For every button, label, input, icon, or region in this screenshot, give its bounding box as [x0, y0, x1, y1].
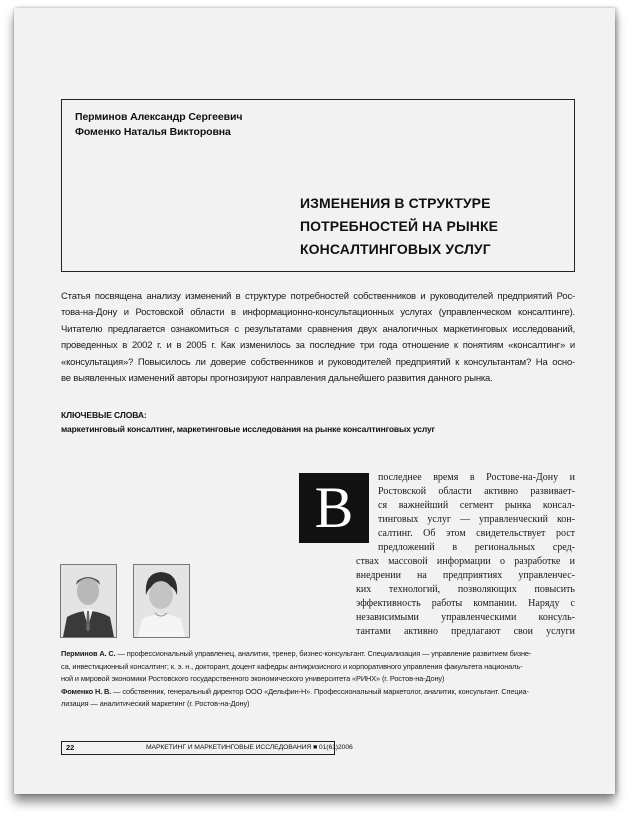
- title-line: КОНСАЛТИНГОВЫХ УСЛУГ: [300, 241, 491, 257]
- body-line: эффективность работы компании. Наряду с: [356, 598, 575, 609]
- bio-line: лизация — аналитический маркетинг (г. Ростов-на-Дону): [61, 699, 250, 709]
- abstract-line: Читателю предлагается ознакомиться с результатами сравнения двух аналогичных маркетинговых исследований,: [61, 323, 575, 335]
- body-line: предложений в региональных сред-: [378, 542, 575, 553]
- title-line: ПОТРЕБНОСТЕЙ НА РЫНКЕ: [300, 218, 499, 234]
- keywords-text: маркетинговый консалтинг, маркетинговые исследования на рынке консалтинговых услуг: [61, 424, 435, 434]
- bio-name: Перминов А. С.: [61, 649, 116, 658]
- author-names: [75, 110, 242, 140]
- author-photo-perminov: [60, 564, 117, 638]
- body-line: Ростовской области активно развивает-: [378, 486, 575, 497]
- body-line: внедрении на предприятиях управленчес-: [356, 570, 575, 581]
- abstract-line: «консультация»? Повысилось ли доверие собственников и руководителей предприятий к консультантам? На осно-: [61, 356, 575, 368]
- body-line: салтинг. Об этом свидетельствует рост: [378, 528, 575, 539]
- abstract-line: Статья посвящена анализу изменений в структуре потребностей собственников и руководителей предприятий Рос-: [61, 291, 575, 302]
- abstract-line: проведенных в 2002 г. и в 2005 г. Как изменилось за последние три года отношение к понятиям «консалтинг» и: [61, 340, 575, 352]
- article-title: [300, 192, 498, 261]
- body-line: тантами активно предлагают свои услуги: [356, 626, 575, 637]
- author-bios: [61, 648, 575, 711]
- bio-line: [61, 686, 575, 699]
- bio-name: Фоменко Н. В.: [61, 686, 112, 696]
- body-line: ся важнейший сегмент рынка консал-: [378, 500, 575, 511]
- body-line: последнее время в Ростове-на-Дону и: [378, 472, 575, 483]
- author-name: Перминов Александр Сергеевич: [75, 111, 243, 123]
- journal-name: МАРКЕТИНГ И МАРКЕТИНГОВЫЕ ИССЛЕДОВАНИЯ ■ 01(61)2006: [146, 744, 353, 751]
- bio-text: — профессиональный управленец, аналитик, тренер, бизнес-консультант. Специализация — управление развитием бизне-: [115, 649, 532, 658]
- journal-page: [14, 8, 615, 794]
- body-line: ствах массовой информации о разработке и: [356, 556, 575, 567]
- abstract-line: ве выявленных изменений авторы прогнозируют направления дальнейшего развития данного рынка.: [61, 373, 493, 385]
- bio-line: [61, 648, 575, 661]
- keywords-heading: КЛЮЧЕВЫЕ СЛОВА:: [61, 410, 147, 420]
- title-line: ИЗМЕНЕНИЯ В СТРУКТУРЕ: [300, 195, 491, 211]
- bio-line: са, инвестиционный консалтинг; к. э. н., докторант, доцент кафедры антикризисного и корпоративного управления факультета националь-: [61, 661, 523, 671]
- body-line: тинговых услуг — управленческий кон-: [378, 514, 575, 525]
- abstract: [61, 289, 575, 387]
- author-photo-fomenko: [133, 564, 190, 638]
- bio-text: — собственник, генеральный директор ООО «Дельфин-Н». Профессиональный маркетолог, аналитик, консультант. Специа-: [111, 686, 529, 696]
- abstract-line: това-на-Дону и Ростовской области в информационно-консультационных услугах (управленческом консалтинге).: [61, 307, 575, 319]
- body-line: ких технологий, позволяющих повысить: [356, 584, 575, 595]
- article-header-box: [61, 99, 575, 272]
- author-name: Фоменко Наталья Викторовна: [75, 126, 231, 138]
- page-footer: [61, 741, 353, 755]
- drop-cap: В: [299, 473, 369, 543]
- page-number: 22: [66, 743, 75, 752]
- bio-line: ной и мировой экономики Ростовского государственного экономического университета «РИНХ» (г. Ростов-на-Дону): [61, 674, 445, 684]
- body-line: независимыми управленческими консуль-: [356, 612, 575, 623]
